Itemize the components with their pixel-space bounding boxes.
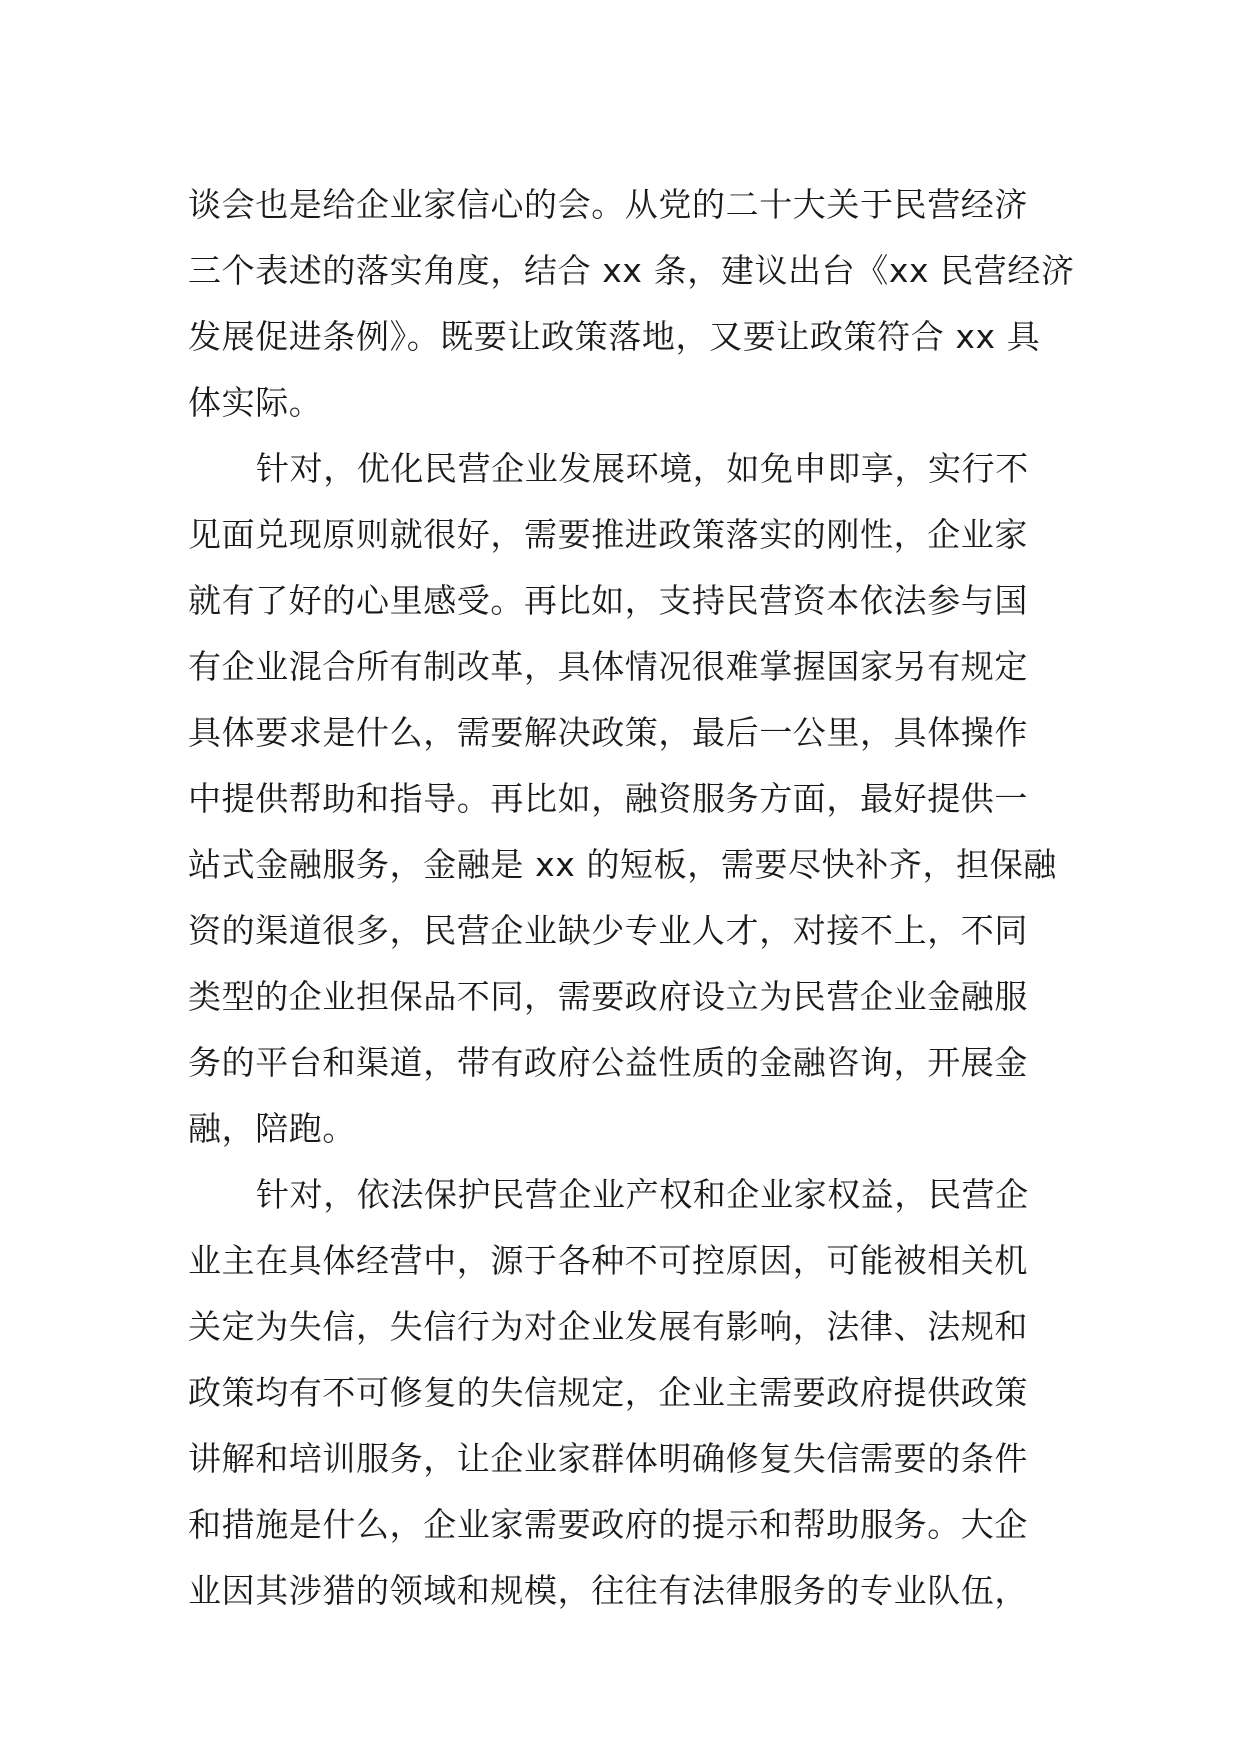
text-line: 站式金融服务，金融是 xx 的短板，需要尽快补齐，担保融 [188, 845, 1057, 884]
text-line: 体实际。 [188, 383, 323, 422]
paragraph-first-line: 针对，依法保护民营企业产权和企业家权益，民营企 [256, 1175, 1029, 1214]
text-line: 资的渠道很多，民营企业缺少专业人才，对接不上，不同 [188, 911, 1028, 950]
text-line: 务的平台和渠道，带有政府公益性质的金融咨询，开展金 [188, 1043, 1028, 1082]
text-line: 融，陪跑。 [188, 1109, 356, 1148]
text-line: 类型的企业担保品不同，需要政府设立为民营企业金融服 [188, 977, 1028, 1016]
text-line: 业因其涉猎的领域和规模，往往有法律服务的专业队伍， [188, 1571, 1028, 1610]
text-line: 有企业混合所有制改革，具体情况很难掌握国家另有规定 [188, 647, 1028, 686]
body-text [188, 172, 1075, 1624]
paragraph-first-line: 针对，优化民营企业发展环境，如免申即享，实行不 [256, 449, 1029, 488]
text-line: 政策均有不可修复的失信规定，企业主需要政府提供政策 [188, 1373, 1028, 1412]
text-line: 见面兑现原则就很好，需要推进政策落实的刚性，企业家 [188, 515, 1028, 554]
text-line: 发展促进条例》。既要让政策落地，又要让政策符合 xx 具 [188, 317, 1041, 356]
text-line: 三个表述的落实角度，结合 xx 条，建议出台《xx 民营经济 [188, 251, 1075, 290]
text-line: 就有了好的心里感受。再比如，支持民营资本依法参与国 [188, 581, 1028, 620]
text-line: 和措施是什么，企业家需要政府的提示和帮助服务。大企 [188, 1505, 1028, 1544]
text-line: 具体要求是什么，需要解决政策，最后一公里，具体操作 [188, 713, 1028, 752]
text-line: 中提供帮助和指导。再比如，融资服务方面，最好提供一 [188, 779, 1028, 818]
text-line: 谈会也是给企业家信心的会。从党的二十大关于民营经济 [188, 185, 1028, 224]
text-line: 业主在具体经营中，源于各种不可控原因，可能被相关机 [188, 1241, 1028, 1280]
text-line: 讲解和培训服务，让企业家群体明确修复失信需要的条件 [188, 1439, 1028, 1478]
text-line: 关定为失信，失信行为对企业发展有影响，法律、法规和 [188, 1307, 1028, 1346]
